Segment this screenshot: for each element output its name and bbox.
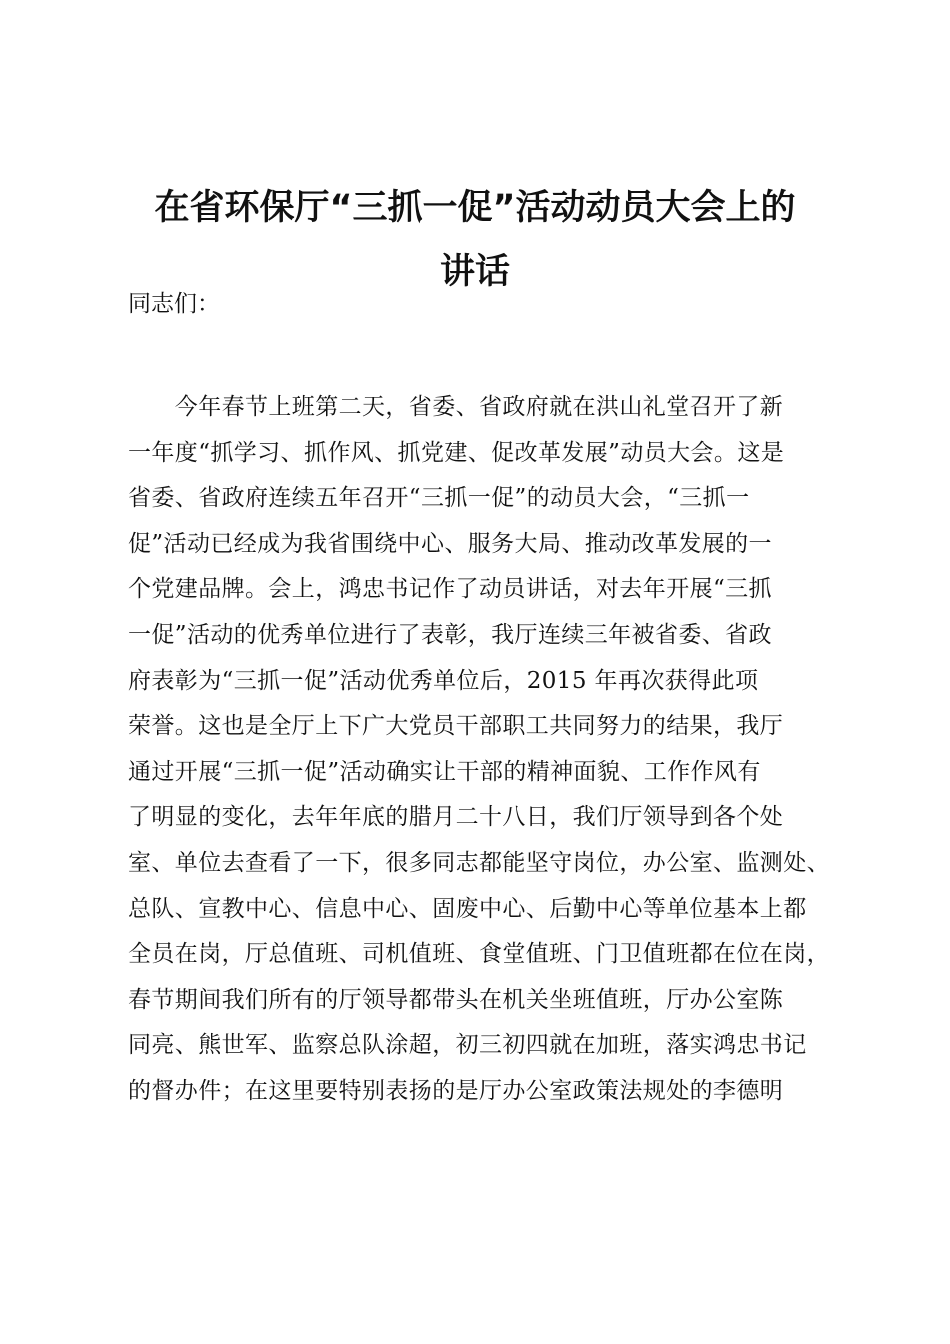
paragraph-line: 促”活动已经成为我省围绕中心、服务大局、推动改革发展的一 (128, 530, 772, 557)
paragraph-line: 省委、省政府连续五年召开“三抓一促”的动员大会，“三抓一 (128, 485, 750, 512)
paragraph-line: 一年度“抓学习、抓作风、抓党建、促改革发展”动员大会。这是 (128, 439, 785, 466)
title-line-1: 在省环保厅“三抓一促”活动动员大会上的 (154, 188, 796, 228)
paragraph-line: 了明显的变化，去年年底的腊月二十八日，我们厅领导到各个处 (128, 804, 784, 831)
paragraph-line: 今年春节上班第二天，省委、省政府就在洪山礼堂召开了新 (128, 394, 784, 420)
paragraph-line: 同亮、熊世军、监察总队涂超，初三初四就在加班，落实鸿忠书记 (128, 1032, 807, 1059)
paragraph-line: 室、单位去查看了一下，很多同志都能坚守岗位，办公室、监测处、 (128, 849, 830, 876)
paragraph-line: 的督办件；在这里要特别表扬的是厅办公室政策法规处的李德明 (128, 1077, 784, 1104)
paragraph-line: 个党建品牌。会上，鸿忠书记作了动员讲话，对去年开展“三抓 (128, 576, 772, 603)
body-paragraph (128, 385, 848, 1115)
document-title (120, 176, 830, 304)
title-line-2: 讲话 (439, 252, 510, 292)
salutation: 同志们： (128, 291, 220, 317)
paragraph-line: 一促”活动的优秀单位进行了表彰，我厅连续三年被省委、省政 (128, 621, 772, 648)
paragraph-line: 全员在岗，厅总值班、司机值班、食堂值班、门卫值班都在位在岗， (128, 941, 830, 968)
paragraph-line: 府表彰为“三抓一促”活动优秀单位后，2015 年再次获得此项 (128, 667, 759, 694)
paragraph-line: 春节期间我们所有的厅领导都带头在机关坐班值班，厅办公室陈 (128, 986, 784, 1013)
paragraph-line: 荣誉。这也是全厅上下广大党员干部职工共同努力的结果，我厅 (128, 713, 784, 740)
paragraph-line: 通过开展“三抓一促”活动确实让干部的精神面貌、工作作风有 (128, 758, 761, 785)
paragraph-line: 总队、宣教中心、信息中心、固废中心、后勤中心等单位基本上都 (128, 895, 807, 922)
